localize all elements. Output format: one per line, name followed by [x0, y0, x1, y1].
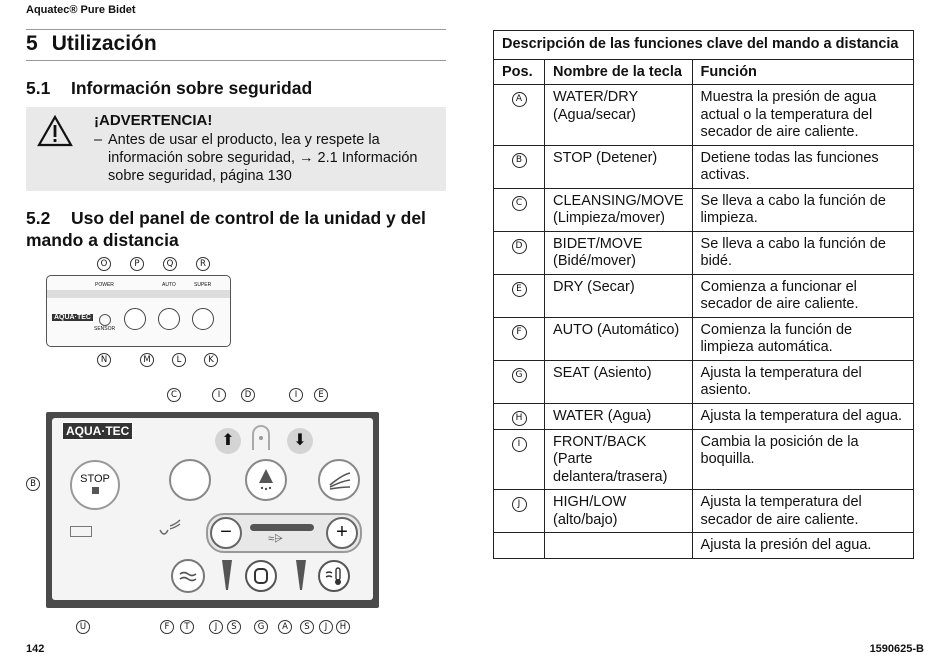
function-cell: Comienza la función de limpieza automática.: [692, 317, 913, 360]
table-row: [494, 145, 914, 188]
document-number: 1590625-B: [869, 643, 924, 655]
function-cell: Comienza a funcionar el secador de aire caliente.: [692, 274, 913, 317]
callout-a: A: [278, 620, 292, 634]
stop-indicator: [92, 487, 99, 494]
key-name-cell: AUTO (Automático): [545, 317, 693, 360]
warning-text-body: Antes de usar el producto, lea y respete la información sobre seguridad, → 2.1 Información sobre seguridad, página 130: [108, 132, 418, 184]
key-name-cell: STOP (Detener): [545, 145, 693, 188]
pos-circle: A: [512, 92, 527, 107]
auto-cleanse-icon: [156, 518, 182, 544]
pos-circle: J: [512, 497, 527, 512]
power-label: POWER: [95, 282, 114, 288]
callout-n: N: [97, 353, 111, 367]
key-name-cell: FRONT/BACK (Parte delantera/trasera): [545, 429, 693, 490]
dry-button[interactable]: [318, 459, 360, 501]
water-dry-level-control: [206, 513, 362, 553]
key-name-cell: HIGH/LOW (alto/bajo): [545, 490, 693, 533]
subsection-number: 5.1: [26, 78, 51, 98]
nozzle-position-icon: [251, 424, 271, 452]
bidet-move-button[interactable]: [245, 459, 287, 501]
pos-circle: D: [512, 239, 527, 254]
callout-o: O: [97, 257, 111, 271]
function-cell: Ajusta la temperatura del secador de aire caliente.: [692, 490, 913, 533]
panel-led-strip: [47, 290, 230, 298]
remote-control: [46, 412, 379, 608]
pos-circle: B: [512, 153, 527, 168]
auto-label: AUTO: [162, 282, 176, 288]
callout-k: K: [204, 353, 218, 367]
seat-temperature-button[interactable]: [245, 560, 277, 592]
subsection-5-1-heading: [26, 77, 312, 99]
battery-indicator: [70, 526, 92, 537]
key-name-cell: CLEANSING/MOVE (Limpieza/mover): [545, 188, 693, 231]
section-number: 5: [26, 32, 38, 55]
callout-p: P: [130, 257, 144, 271]
page-number: 142: [26, 643, 45, 655]
warning-text: [94, 131, 444, 185]
table-row: [494, 85, 914, 146]
subsection-number: 5.2: [26, 208, 51, 228]
callout-u: U: [76, 620, 90, 634]
table-row: [494, 429, 914, 490]
seat-icon: [247, 562, 275, 590]
pos-cell: [494, 85, 545, 146]
back-arrow-down-button[interactable]: ⬇: [287, 428, 313, 454]
callout-q: Q: [163, 257, 177, 271]
callout-i-right: I: [289, 388, 303, 402]
pos-cell: [494, 360, 545, 403]
callout-j-left: J: [209, 620, 223, 634]
callout-j-right: J: [319, 620, 333, 634]
pos-cell: [494, 231, 545, 274]
table-row: [494, 403, 914, 429]
remote-brand-logo: AQUA·TEC: [62, 422, 133, 440]
pos-circle: G: [512, 368, 527, 383]
front-arrow-up-button[interactable]: ⬆: [215, 428, 241, 454]
heading-rule: [26, 60, 446, 61]
callout-f: F: [160, 620, 174, 634]
pos-cell: [494, 317, 545, 360]
panel-brand-logo: AQUA·TEC: [54, 314, 91, 321]
table-caption: Descripción de las funciones clave del mando a distancia: [494, 31, 914, 60]
callout-t: T: [180, 620, 194, 634]
sensor-window: [99, 314, 111, 326]
level-display: [250, 524, 314, 531]
sensor-label: SENSOR: [94, 326, 116, 332]
pos-circle: I: [512, 437, 527, 452]
table-row: [494, 274, 914, 317]
callout-b: B: [26, 477, 40, 491]
table-row: [494, 360, 914, 403]
warning-dash: –: [94, 132, 103, 148]
minus-button[interactable]: −: [210, 517, 242, 549]
subsection-title: Información sobre seguridad: [71, 78, 313, 98]
function-cell: Se lleva a cabo la función de limpieza.: [692, 188, 913, 231]
callout-s-left: S: [227, 620, 241, 634]
header-function: Función: [692, 59, 913, 85]
pos-circle: F: [512, 325, 527, 340]
unit-control-panel: [46, 275, 231, 347]
cleansing-move-button[interactable]: [169, 459, 211, 501]
key-name-cell: BIDET/MOVE (Bidé/mover): [545, 231, 693, 274]
callout-i-left: I: [212, 388, 226, 402]
plus-button[interactable]: +: [326, 517, 358, 549]
subsection-title: Uso del panel de control de la unidad y del mando a distancia: [26, 208, 426, 250]
section-title: Utilización: [51, 32, 157, 55]
key-name-cell: WATER (Agua): [545, 403, 693, 429]
key-name-cell: [545, 533, 693, 559]
pos-cell: [494, 533, 545, 559]
super-label: SUPER: [194, 282, 212, 288]
callout-m: M: [140, 353, 154, 367]
thermometer-icon: [320, 562, 348, 590]
callout-e: E: [314, 388, 328, 402]
key-name-cell: DRY (Secar): [545, 274, 693, 317]
water-dry-icon: ≈⩥: [268, 533, 283, 545]
table-caption-row: [494, 31, 914, 60]
callout-h: H: [336, 620, 350, 634]
pos-cell: [494, 145, 545, 188]
warning-triangle-icon: [37, 115, 73, 147]
stop-button[interactable]: [70, 460, 120, 510]
table-row: [494, 188, 914, 231]
header-pos: Pos.: [494, 59, 545, 85]
pos-circle: H: [512, 411, 527, 426]
pos-cell: [494, 188, 545, 231]
pos-cell: [494, 274, 545, 317]
subsection-5-2-heading: [26, 207, 446, 251]
pos-circle: E: [512, 282, 527, 297]
running-header: Aquatec® Pure Bidet: [26, 4, 136, 16]
pos-cell: [494, 490, 545, 533]
key-name-cell: SEAT (Asiento): [545, 360, 693, 403]
function-cell: Cambia la posición de la boquilla.: [692, 429, 913, 490]
callout-c: C: [167, 388, 181, 402]
table-row: [494, 231, 914, 274]
bidet-button[interactable]: [158, 308, 180, 330]
table-row: [494, 317, 914, 360]
section-heading: [26, 32, 157, 56]
bidet-icon: [247, 461, 285, 499]
warning-box: [26, 107, 446, 191]
water-heater-button[interactable]: [318, 560, 350, 592]
header-key-name: Nombre de la tecla: [545, 59, 693, 85]
dry-button[interactable]: [192, 308, 214, 330]
table-header-row: [494, 59, 914, 85]
function-cell: Ajusta la presión del agua.: [692, 533, 913, 559]
callout-s-right: S: [300, 620, 314, 634]
pos-cell: [494, 403, 545, 429]
callout-d: D: [241, 388, 255, 402]
water-temperature-button[interactable]: [171, 559, 205, 593]
table-row: [494, 490, 914, 533]
cleansing-button[interactable]: [124, 308, 146, 330]
water-wave-icon: [173, 561, 203, 591]
dry-icon: [320, 461, 358, 499]
table-row: [494, 533, 914, 559]
top-rule: [26, 29, 446, 30]
function-cell: Ajusta la temperatura del asiento.: [692, 360, 913, 403]
callout-g: G: [254, 620, 268, 634]
stop-label: STOP: [80, 473, 110, 485]
function-cell: Ajusta la temperatura del agua.: [692, 403, 913, 429]
function-cell: Detiene todas las funciones activas.: [692, 145, 913, 188]
warning-title: ¡ADVERTENCIA!: [94, 112, 213, 129]
function-cell: Se lleva a cabo la función de bidé.: [692, 231, 913, 274]
pos-circle: C: [512, 196, 527, 211]
callout-r: R: [196, 257, 210, 271]
function-cell: Muestra la presión de agua actual o la temperatura del secador de aire caliente.: [692, 85, 913, 146]
pos-cell: [494, 429, 545, 490]
auto-button[interactable]: [156, 518, 182, 544]
key-name-cell: WATER/DRY (Agua/secar): [545, 85, 693, 146]
key-functions-table: [493, 30, 914, 559]
callout-l: L: [172, 353, 186, 367]
